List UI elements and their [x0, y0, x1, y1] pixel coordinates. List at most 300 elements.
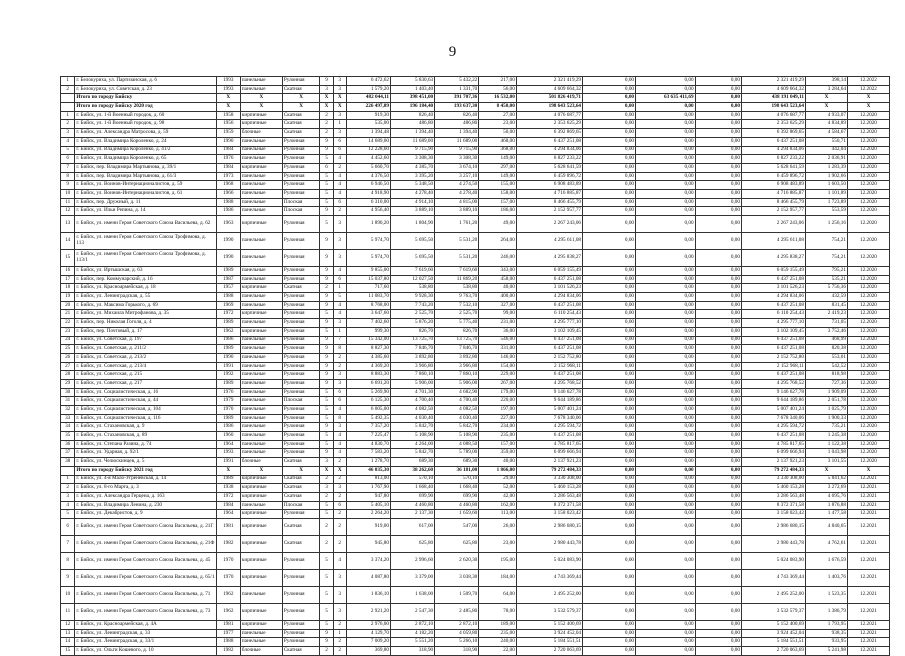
table-cell: 0,00 [636, 371, 696, 380]
table-cell: 3 101 526,23 [741, 284, 805, 293]
table-cell: 189,00 [479, 620, 517, 629]
table-cell: 0,00 [636, 129, 696, 138]
table-cell: 6 459 896,72 [516, 172, 582, 181]
table-cell: Рулонная [282, 189, 320, 198]
table-cell: 0,00 [695, 216, 741, 233]
table-cell: г. Бийск, ул. Владимира Короленко, д. 41/2 [75, 146, 216, 155]
table-cell: 3 [61, 492, 75, 501]
table-cell: 220,00 [479, 397, 517, 406]
table-cell: 12.2021 [847, 620, 889, 629]
table-cell: 820,38 [805, 345, 847, 354]
table-cell: 4 076 687,77 [516, 111, 582, 120]
table-cell: 1976 [216, 388, 240, 397]
table-cell: 6 [333, 501, 346, 510]
table-cell: 1 [333, 284, 346, 293]
table-cell: 1991 [216, 458, 240, 467]
table-cell: 9 855,00 [346, 267, 390, 276]
table-cell: 12.2020 [847, 198, 889, 207]
table-cell: г. Бийск, ул. Социалистическая, д. 16 [75, 388, 216, 397]
table-cell: 198 643 523,64 [741, 103, 805, 112]
table-cell: 0,00 [636, 423, 696, 432]
table-cell: г. Бийск, ул. Стахановская, д. 89 [75, 432, 216, 441]
table-cell: 5 184 551,51 [516, 638, 582, 647]
table-cell: 6 [320, 163, 333, 172]
table-cell: 6 437 251,08 [516, 275, 582, 284]
table-cell: Итого по городу Бийску 2020 год [75, 103, 216, 112]
table-cell: 235,00 [479, 432, 517, 441]
table-cell: Рулонная [282, 552, 320, 569]
table-cell: 13 [61, 216, 75, 233]
table-cell: 4 385,70 [390, 163, 434, 172]
table-cell: 5 906,00 [390, 379, 434, 388]
table-cell: 2 980 443,78 [741, 535, 805, 552]
table-cell: 4 274,50 [435, 181, 479, 190]
table-cell: 5 460 153,28 [516, 484, 582, 493]
table-cell: 0,00 [695, 518, 741, 535]
table-cell: 4 [333, 267, 346, 276]
table-cell: 5 974,70 [346, 233, 390, 250]
table-cell: панельные [240, 379, 282, 388]
table-cell: 0,00 [636, 189, 696, 198]
table-cell: г. Бийск, ул. Советская, д. 213/2 [75, 353, 216, 362]
table-cell: 2 620,30 [435, 552, 479, 569]
table-cell: 0,00 [636, 233, 696, 250]
table-cell: 0,00 [636, 77, 696, 86]
table-cell: 4 743 369,44 [516, 569, 582, 586]
table-cell: 4 [333, 172, 346, 181]
table-cell: 9 [320, 336, 333, 345]
table-cell: 699,90 [390, 492, 434, 501]
table-cell: 4 700,40 [390, 397, 434, 406]
table-cell: 826,40 [390, 111, 434, 120]
table-cell: 4 785 817,65 [516, 440, 582, 449]
table-row [61, 336, 890, 345]
table-cell: X [240, 94, 282, 103]
table-cell: 8 466 455,79 [516, 198, 582, 207]
table-cell: кирпичные [240, 603, 282, 620]
table-cell: 4 030,40 [435, 414, 479, 423]
table-cell: 2 547,30 [390, 603, 434, 620]
table-cell: 717,60 [346, 284, 390, 293]
table-cell: 0,00 [695, 466, 741, 475]
table-cell: 0,00 [695, 423, 741, 432]
table-cell: 3 272,69 [805, 484, 847, 493]
table-cell: 9 146 627,78 [516, 388, 582, 397]
table-cell: 0,00 [695, 345, 741, 354]
table-cell: 20 [61, 301, 75, 310]
table-cell: 0,00 [695, 181, 741, 190]
table-cell: 947,80 [346, 492, 390, 501]
table-cell: 5 007 401,24 [516, 406, 582, 415]
table-cell: 818,98 [805, 371, 847, 380]
table-cell: Рулонная [282, 172, 320, 181]
table-cell: 4 452,60 [346, 155, 390, 164]
table-cell: 3 647,60 [346, 310, 390, 319]
table-cell: 4 914,10 [390, 198, 434, 207]
table-cell: 9 [320, 423, 333, 432]
table-cell: 21 [61, 310, 75, 319]
table-cell: 3 374,20 [346, 552, 390, 569]
table-cell: 0,00 [583, 552, 636, 569]
table-cell: 149,00 [479, 155, 517, 164]
table-cell: 38 [61, 458, 75, 467]
table-cell: 8 827,30 [346, 345, 390, 354]
table-cell: 217,00 [479, 77, 517, 86]
table-cell: 12.2020 [847, 414, 889, 423]
table-cell: г. Бийск, ул. имени Героя Советского Союза Васильева, д. 62 [75, 216, 216, 233]
table-cell: 1 793,95 [805, 620, 847, 629]
table-cell: 12.2022 [847, 85, 889, 94]
table-cell: 9 [320, 353, 333, 362]
table-cell: 5 [320, 216, 333, 233]
table-cell: 34 [61, 423, 75, 432]
table-cell: 2 137 921,23 [516, 458, 582, 467]
table-cell: 0,00 [636, 569, 696, 586]
table-cell: 0,00 [583, 146, 636, 155]
table-cell: 5 842,70 [390, 449, 434, 458]
table-cell: X [282, 94, 320, 103]
table-cell: 12.2020 [847, 397, 889, 406]
table-cell: 49,00 [479, 216, 517, 233]
table-cell: Рулонная [282, 586, 320, 603]
table-cell: 5 628 641,59 [741, 163, 805, 172]
table-cell: 4 762,61 [805, 535, 847, 552]
table-row [61, 620, 890, 629]
table-cell: 2 137 921,23 [741, 458, 805, 467]
table-cell: 12.2020 [847, 423, 889, 432]
table-row [61, 432, 890, 441]
table-cell: 4 815,00 [435, 198, 479, 207]
table-cell: 1 [61, 111, 75, 120]
table-cell: кирпичные [240, 510, 282, 519]
table-cell: 0,00 [583, 284, 636, 293]
table-cell: 227,00 [479, 414, 517, 423]
table-cell: 0,00 [636, 172, 696, 181]
table-cell: 12.2022 [847, 77, 889, 86]
table-cell: 240,00 [479, 638, 517, 647]
table-cell: 12.2021 [847, 475, 889, 484]
table-cell: 3 158 023,42 [741, 510, 805, 519]
table-cell: 12.2021 [847, 603, 889, 620]
table-cell: 6 827 233,22 [741, 155, 805, 164]
table-cell: 11 [61, 603, 75, 620]
table-row [61, 319, 890, 328]
table-cell: 1976 [216, 155, 240, 164]
table-cell: 6 437 251,08 [741, 301, 805, 310]
table-cell: 0,00 [583, 233, 636, 250]
table-cell: г. Бийск, ул. имени Героя Советского Союза Васильева, д. 21Г [75, 518, 216, 535]
table-cell: 12.2020 [847, 163, 889, 172]
table-cell: 17 [61, 275, 75, 284]
table-cell: 1 890,20 [346, 216, 390, 233]
table-cell: 0,00 [583, 163, 636, 172]
table-cell: 12 027,50 [390, 275, 434, 284]
table-cell: 5 906,00 [435, 379, 479, 388]
table-cell: панельные [240, 77, 282, 86]
table-cell: 0,00 [695, 137, 741, 146]
table-row [61, 510, 890, 519]
table-cell: 12.2020 [847, 353, 889, 362]
table-cell: 1938 [216, 484, 240, 493]
table-cell: 1987 [216, 275, 240, 284]
table-cell: 3 286 563,48 [741, 492, 805, 501]
table-cell: г. Бийск, пер. Владимира Мартьянова, д. 39/1 [75, 163, 216, 172]
table-cell: 1977 [216, 629, 240, 638]
table-cell: 6 392 869,65 [741, 129, 805, 138]
table-cell: 12 228,60 [346, 146, 390, 155]
table-cell: 0,00 [695, 510, 741, 519]
table-cell: г. Бийск, ул. Социалистическая, д. 116 [75, 414, 216, 423]
table-cell: 6 [333, 146, 346, 155]
table-cell: 3 102 109,45 [516, 327, 582, 336]
table-cell: 1 331,70 [435, 85, 479, 94]
table-cell: 1 386,79 [805, 603, 847, 620]
table-cell: 0,00 [695, 458, 741, 467]
table-cell: Рулонная [282, 336, 320, 345]
table-cell: 0,00 [583, 77, 636, 86]
table-cell: 1 278,70 [346, 458, 390, 467]
table-cell: 3 [61, 129, 75, 138]
table-cell: 1 403,40 [390, 85, 434, 94]
table-cell: 2 152 968,11 [741, 362, 805, 371]
table-cell: 4 030,40 [390, 414, 434, 423]
table-cell: 4 716 885,87 [516, 189, 582, 198]
table-cell: 1 509,70 [435, 586, 479, 603]
table-cell: 3 [333, 379, 346, 388]
table-row [61, 569, 890, 586]
table-cell: 6 125,30 [346, 397, 390, 406]
table-cell: 2 872,10 [435, 620, 479, 629]
table-cell: 813,00 [346, 475, 390, 484]
table-cell: 318,90 [390, 647, 434, 656]
table-cell: 12.2020 [847, 319, 889, 328]
table-cell: 36 [61, 440, 75, 449]
table-cell: 1989 [216, 414, 240, 423]
table-cell: г. Бийск, ул. Владимира Короленко, д. 65 [75, 155, 216, 164]
table-row [61, 233, 890, 250]
table-cell: 4 701,30 [390, 388, 434, 397]
table-cell: 398 451,00 [390, 94, 434, 103]
table-cell: 267,00 [479, 379, 517, 388]
table-cell: 438 191 049,11 [741, 94, 805, 103]
table-cell: 6 437 251,08 [741, 275, 805, 284]
table-cell: 0,00 [636, 535, 696, 552]
table-row [61, 198, 890, 207]
table-cell: 1 723,89 [805, 198, 847, 207]
table-cell: панельные [240, 207, 282, 216]
table-cell: 12.2021 [847, 647, 889, 656]
table-cell: 1962 [216, 327, 240, 336]
table-cell: 0,00 [636, 638, 696, 647]
table-cell: 2 [333, 475, 346, 484]
table-cell: 0,00 [583, 432, 636, 441]
table-cell: 1957 [216, 284, 240, 293]
table-cell: 2 525,70 [435, 310, 479, 319]
table-cell: 5 660,70 [346, 163, 390, 172]
table-cell: 231,00 [479, 319, 517, 328]
table-cell: Скатная [282, 284, 320, 293]
table-cell: 7 583,20 [346, 449, 390, 458]
table-cell: 2 720 063,69 [741, 647, 805, 656]
table-cell: 2 321 419,29 [516, 77, 582, 86]
table-cell: 343,00 [479, 267, 517, 276]
table-cell: 1986 [216, 336, 240, 345]
table-cell: 0,00 [636, 458, 696, 467]
table-cell: 8 768,00 [346, 301, 390, 310]
table-cell: 15 037,80 [346, 275, 390, 284]
table-cell: Плоская [282, 198, 320, 207]
table-cell: 5 842,70 [435, 423, 479, 432]
table-cell: X [282, 466, 320, 475]
table-cell: 27,00 [479, 111, 517, 120]
table-cell: 12.2021 [847, 586, 889, 603]
table-cell: 2 [333, 458, 346, 467]
table-cell: Рулонная [282, 181, 320, 190]
table-cell: панельные [240, 181, 282, 190]
table-cell: г. Бийск, пер. Почтовый, д. 17 [75, 327, 216, 336]
table-cell: 2 [333, 638, 346, 647]
table-cell: 12.2020 [847, 207, 889, 216]
table-cell: 56,00 [479, 85, 517, 94]
table-cell: 0,00 [695, 129, 741, 138]
table-cell: 5 [320, 397, 333, 406]
table-cell: 1964 [216, 510, 240, 519]
table-cell: 689,30 [435, 458, 479, 467]
table-cell: 5 [320, 569, 333, 586]
table-cell: 25 [61, 345, 75, 354]
table-cell: 5 024 083,90 [516, 552, 582, 569]
table-row [61, 414, 890, 423]
table-cell: 12.2020 [847, 233, 889, 250]
table-cell: 4 584,67 [805, 129, 847, 138]
table-cell: 8 883,30 [346, 371, 390, 380]
table-cell: Рулонная [282, 216, 320, 233]
table-cell: 7 619,60 [435, 267, 479, 276]
table-cell: 1986 [216, 423, 240, 432]
table-cell: 23,00 [479, 120, 517, 129]
table-cell: 16 532,00 [479, 94, 517, 103]
table-cell: 4 385,60 [346, 353, 390, 362]
table-cell: 0,00 [583, 449, 636, 458]
table-cell: 1991 [216, 362, 240, 371]
table-cell: панельные [240, 638, 282, 647]
table-cell: г. Бийск, ул. Декабристов, д. 9 [75, 510, 216, 519]
table-cell: 2 [333, 163, 346, 172]
table-cell: 6 [333, 137, 346, 146]
table-cell: 3 [333, 216, 346, 233]
table-cell: 0,00 [583, 275, 636, 284]
table-cell: 933,95 [805, 638, 847, 647]
table-cell: 6 [61, 155, 75, 164]
table-cell: 5 789,00 [435, 449, 479, 458]
table-cell: панельные [240, 414, 282, 423]
table-cell: 625,80 [435, 535, 479, 552]
table-cell: 0,00 [695, 146, 741, 155]
table-cell: 186,00 [479, 207, 517, 216]
table-cell: панельные [240, 85, 282, 94]
table-cell: 4 129,70 [346, 629, 390, 638]
table-cell: 9 [320, 77, 333, 86]
table-cell: Рулонная [282, 440, 320, 449]
table-cell: 3 [333, 603, 346, 620]
table-cell: 2 051,78 [805, 397, 847, 406]
table-cell: 12.2020 [847, 362, 889, 371]
table-cell: 0,00 [583, 535, 636, 552]
table-cell: 6 827 233,22 [516, 155, 582, 164]
table-cell: 28 [61, 371, 75, 380]
table-cell: 6 437 251,08 [741, 371, 805, 380]
table-cell: 1 [333, 327, 346, 336]
table-cell: 0,00 [636, 397, 696, 406]
table-cell: блочные [240, 129, 282, 138]
table-cell: 1 767,90 [346, 484, 390, 493]
table-cell: 6 691,20 [346, 379, 390, 388]
table-cell: 735,21 [805, 423, 847, 432]
table-cell: Рулонная [282, 353, 320, 362]
table-cell: 0,00 [583, 440, 636, 449]
table-cell: 24 [61, 336, 75, 345]
table-cell: 26,00 [479, 518, 517, 535]
table-cell: 9 [61, 569, 75, 586]
table-cell: г. Бийск, пер. Владимира Мартьянова, д. 61/3 [75, 172, 216, 181]
table-cell: 4 [333, 189, 346, 198]
table-cell: 0,00 [695, 267, 741, 276]
table-cell: 12.2020 [847, 379, 889, 388]
table-cell: 699,90 [435, 492, 479, 501]
table-cell: 5 108,90 [435, 432, 479, 441]
table-cell: г. Бийск, пер. Коммунарский, д. 16 [75, 275, 216, 284]
table-cell: 919,00 [346, 518, 390, 535]
table-cell: 9 [320, 319, 333, 328]
table-cell: 0,00 [695, 120, 741, 129]
table-cell: 0,00 [695, 406, 741, 415]
table-cell: 3 [320, 484, 333, 493]
table-cell: 3 966,80 [390, 362, 434, 371]
table-cell: 3 308,30 [390, 155, 434, 164]
table-cell: 0,00 [583, 620, 636, 629]
table-cell: 1 668,40 [435, 484, 479, 493]
table-cell: 0,00 [636, 85, 696, 94]
table-cell: панельные [240, 345, 282, 354]
table-cell: 0,00 [583, 414, 636, 423]
table-cell: 0,00 [636, 432, 696, 441]
table-cell: 2 [320, 535, 333, 552]
table-row [61, 535, 890, 552]
table-cell: 7 743,20 [390, 301, 434, 310]
table-row [61, 111, 890, 120]
table-cell: кирпичные [240, 120, 282, 129]
table-cell: 40,00 [479, 458, 517, 467]
table-cell: 0,00 [695, 535, 741, 552]
table-cell: 0,00 [583, 94, 636, 103]
table-cell: 14 [61, 233, 75, 250]
table-cell: 7 009,20 [346, 638, 390, 647]
table-cell: 4 278,40 [390, 189, 434, 198]
table-cell: 12.2020 [847, 458, 889, 467]
table-cell: 4 834,89 [805, 120, 847, 129]
table-cell: 2 [333, 510, 346, 519]
table-cell: 5 876,20 [390, 319, 434, 328]
table-cell: 6 059 155,49 [516, 267, 582, 276]
table-cell: 0,00 [695, 501, 741, 510]
table-cell: 2 [320, 129, 333, 138]
table-cell: X [333, 466, 346, 475]
table-cell: 8 [333, 345, 346, 354]
table-row [61, 501, 890, 510]
table-cell: 2 720 063,69 [516, 647, 582, 656]
table-cell: 2 137,30 [390, 510, 434, 519]
table-cell: 9 [320, 250, 333, 267]
